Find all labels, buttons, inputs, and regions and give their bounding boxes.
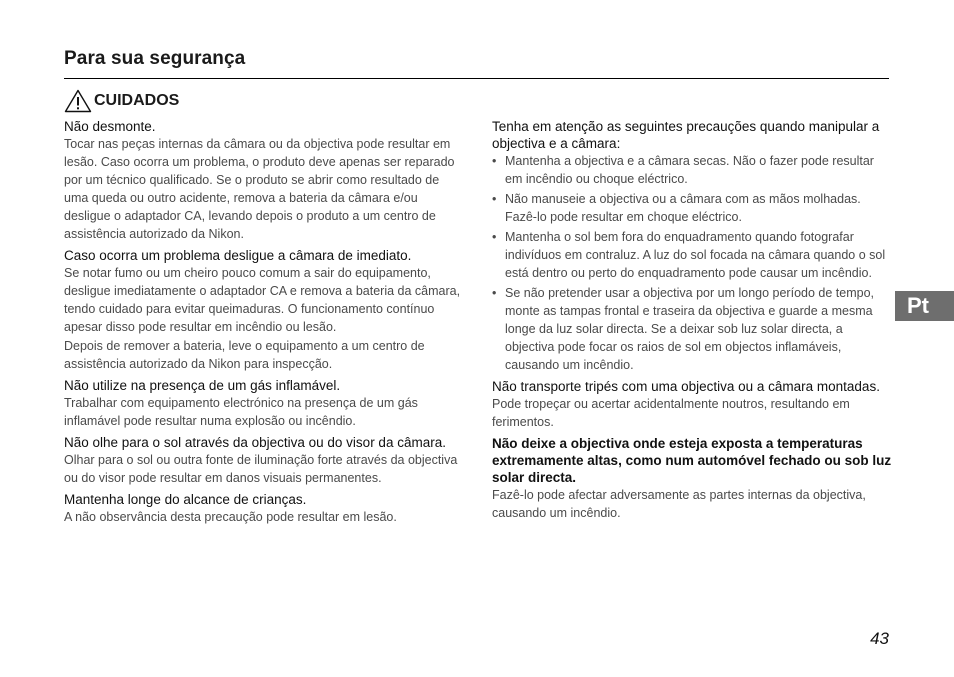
- page-title: Para sua segurança: [64, 48, 246, 69]
- warning-section: [64, 247, 464, 373]
- section-heading: Mantenha longe do alcance de crianças.: [64, 492, 307, 507]
- caution-label: CUIDADOS: [94, 92, 180, 109]
- left-column: [64, 118, 464, 530]
- section-heading: Não deixe a objectiva onde esteja exposta a temperaturas extremamente altas, como num automóvel fechado ou sob luz solar directa.: [492, 436, 892, 485]
- warning-section: [64, 118, 464, 243]
- precaution-list: [492, 152, 892, 374]
- warning-section: [64, 434, 464, 487]
- section-heading: Caso ocorra um problema desligue a câmara de imediato.: [64, 248, 412, 263]
- section-body: Olhar para o sol ou outra fonte de iluminação forte através da objectiva ou do visor pode resultar em danos visuais permanentes.: [64, 453, 458, 485]
- section-body: Trabalhar com equipamento electrónico na presença de um gás inflamável pode resultar numa explosão ou incêndio.: [64, 396, 418, 428]
- section-heading: Não desmonte.: [64, 119, 156, 134]
- warning-triangle-icon: [64, 89, 92, 113]
- warning-section: [492, 378, 892, 431]
- list-item: • Não manuseie a objectiva ou a câmara com as mãos molhadas. Fazê-lo pode resultar em choque eléctrico.: [492, 190, 892, 226]
- right-column: [492, 118, 892, 526]
- warning-section: [64, 377, 464, 430]
- section-heading: Tenha em atenção as seguintes precauções quando manipular a objectiva e a câmara:: [492, 119, 880, 151]
- language-tab: Pt: [895, 291, 954, 321]
- warning-section: [64, 491, 464, 526]
- section-body: A não observância desta precaução pode resultar em lesão.: [64, 510, 397, 524]
- list-item: • Se não pretender usar a objectiva por um longo período de tempo, monte as tampas frontal e traseira da objectiva e guarde a mesma longe da luz solar directa. Se a deixar sob luz solar directa, a objectiva pode focar os raios de sol em objectos inflamáveis, causando um incêndio.: [492, 284, 892, 374]
- section-body: Depois de remover a bateria, leve o equipamento a um centro de assistência autorizado da Nikon para inspecção.: [64, 339, 425, 371]
- section-heading: Não transporte tripés com uma objectiva ou a câmara montadas.: [492, 379, 880, 394]
- section-body: Se notar fumo ou um cheiro pouco comum a sair do equipamento, desligue imediatamente o adaptador CA e remova a bateria da câmara, tendo cuidado para evitar queimaduras. O funcionamento contínuo apesar disso pode resultar em incêndio ou lesão.: [64, 266, 461, 334]
- caution-header: [64, 88, 179, 114]
- list-item: • Mantenha a objectiva e a câmara secas. Não o fazer pode resultar em incêndio ou choque eléctrico.: [492, 152, 892, 188]
- page-number: 43: [870, 629, 889, 648]
- title-divider: [64, 78, 889, 79]
- section-body: Tocar nas peças internas da câmara ou da objectiva pode resultar em lesão. Caso ocorra um problema, o produto deve apenas ser reparado por um técnico qualificado. Se o produto se abrir como resultado de uma queda ou outro acidente, remova a bateria da câmara e/ou desligue o adaptador CA, levando depois o produto a um centro de assistência autorizado da Nikon.: [64, 137, 455, 241]
- section-heading: Não olhe para o sol através da objectiva ou do visor da câmara.: [64, 435, 446, 450]
- section-heading: Não utilize na presença de um gás inflamável.: [64, 378, 341, 393]
- section-body: Fazê-lo pode afectar adversamente as partes internas da objectiva, causando um incêndio.: [492, 488, 866, 520]
- section-body: Pode tropeçar ou acertar acidentalmente noutros, resultando em ferimentos.: [492, 397, 850, 429]
- warning-section: [492, 435, 892, 522]
- list-item: • Mantenha o sol bem fora do enquadramento quando fotografar indivíduos em contraluz. A luz do sol focada na câmara quando o sol está dentro ou perto do enquadramento pode causar um incêndio.: [492, 228, 892, 282]
- precautions-section: [492, 118, 892, 374]
